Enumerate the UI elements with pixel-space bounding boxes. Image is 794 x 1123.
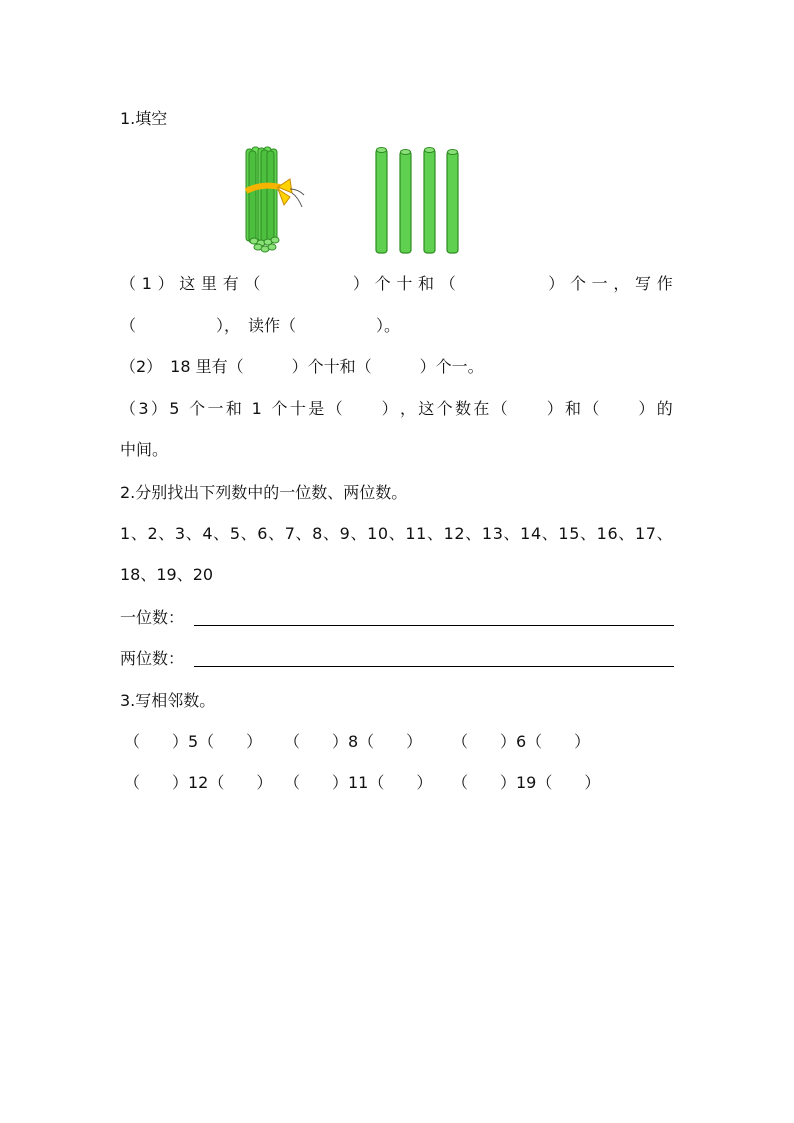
q1-part2: （2） 18 里有（ ）个十和（ ）个一。 [120,357,484,376]
neighbor-item-8: （ ）8（ ） [284,732,423,751]
double-digit-answer-line[interactable] [194,666,674,667]
q1-part1-line2: （ ）， 读作（ ）。 [120,316,401,335]
q3-title: 3.写相邻数。 [120,691,216,710]
q2-numbers-line2: 18、19、20 [120,565,214,584]
neighbor-item-6: （ ）6（ ） [452,732,591,751]
q1-part3-line2: 中间。 [120,440,169,459]
q1-title: 1.填空 [120,109,168,128]
neighbor-item-11: （ ）11（ ） [284,773,433,792]
single-digit-answer-line[interactable] [194,625,674,626]
single-digit-label: 一位数： [120,608,185,627]
neighbor-item-5: （ ）5（ ） [124,732,263,751]
q1-part3-line1: （ 3 ） 5 个 一 和 1 个 十 是 （ ） ， 这 个 数 在 （ ） 和 （ ） 的 [120,399,673,418]
single-sticks-image [370,145,465,257]
neighbor-item-19: （ ）19（ ） [452,773,601,792]
double-digit-label: 两位数： [120,649,185,668]
q1-part1-line1: （ 1 ） 这 里 有 （ ） 个 十 和 （ ） 个 一 ， 写 作 [120,274,673,293]
neighbor-item-12: （ ）12（ ） [124,773,273,792]
q2-title: 2.分别找出下列数中的一位数、两位数。 [120,483,408,502]
q2-numbers-line1: 1 、 2 、 3 、 4 、 5 、 6 、 7 、 8 、 9 、 1 0 、 1 1 、 1 2 、 1 3 、 1 4 、 1 5 、 1 6 、 1 7 、 [120,524,673,543]
stick-bundle-image [238,145,308,257]
